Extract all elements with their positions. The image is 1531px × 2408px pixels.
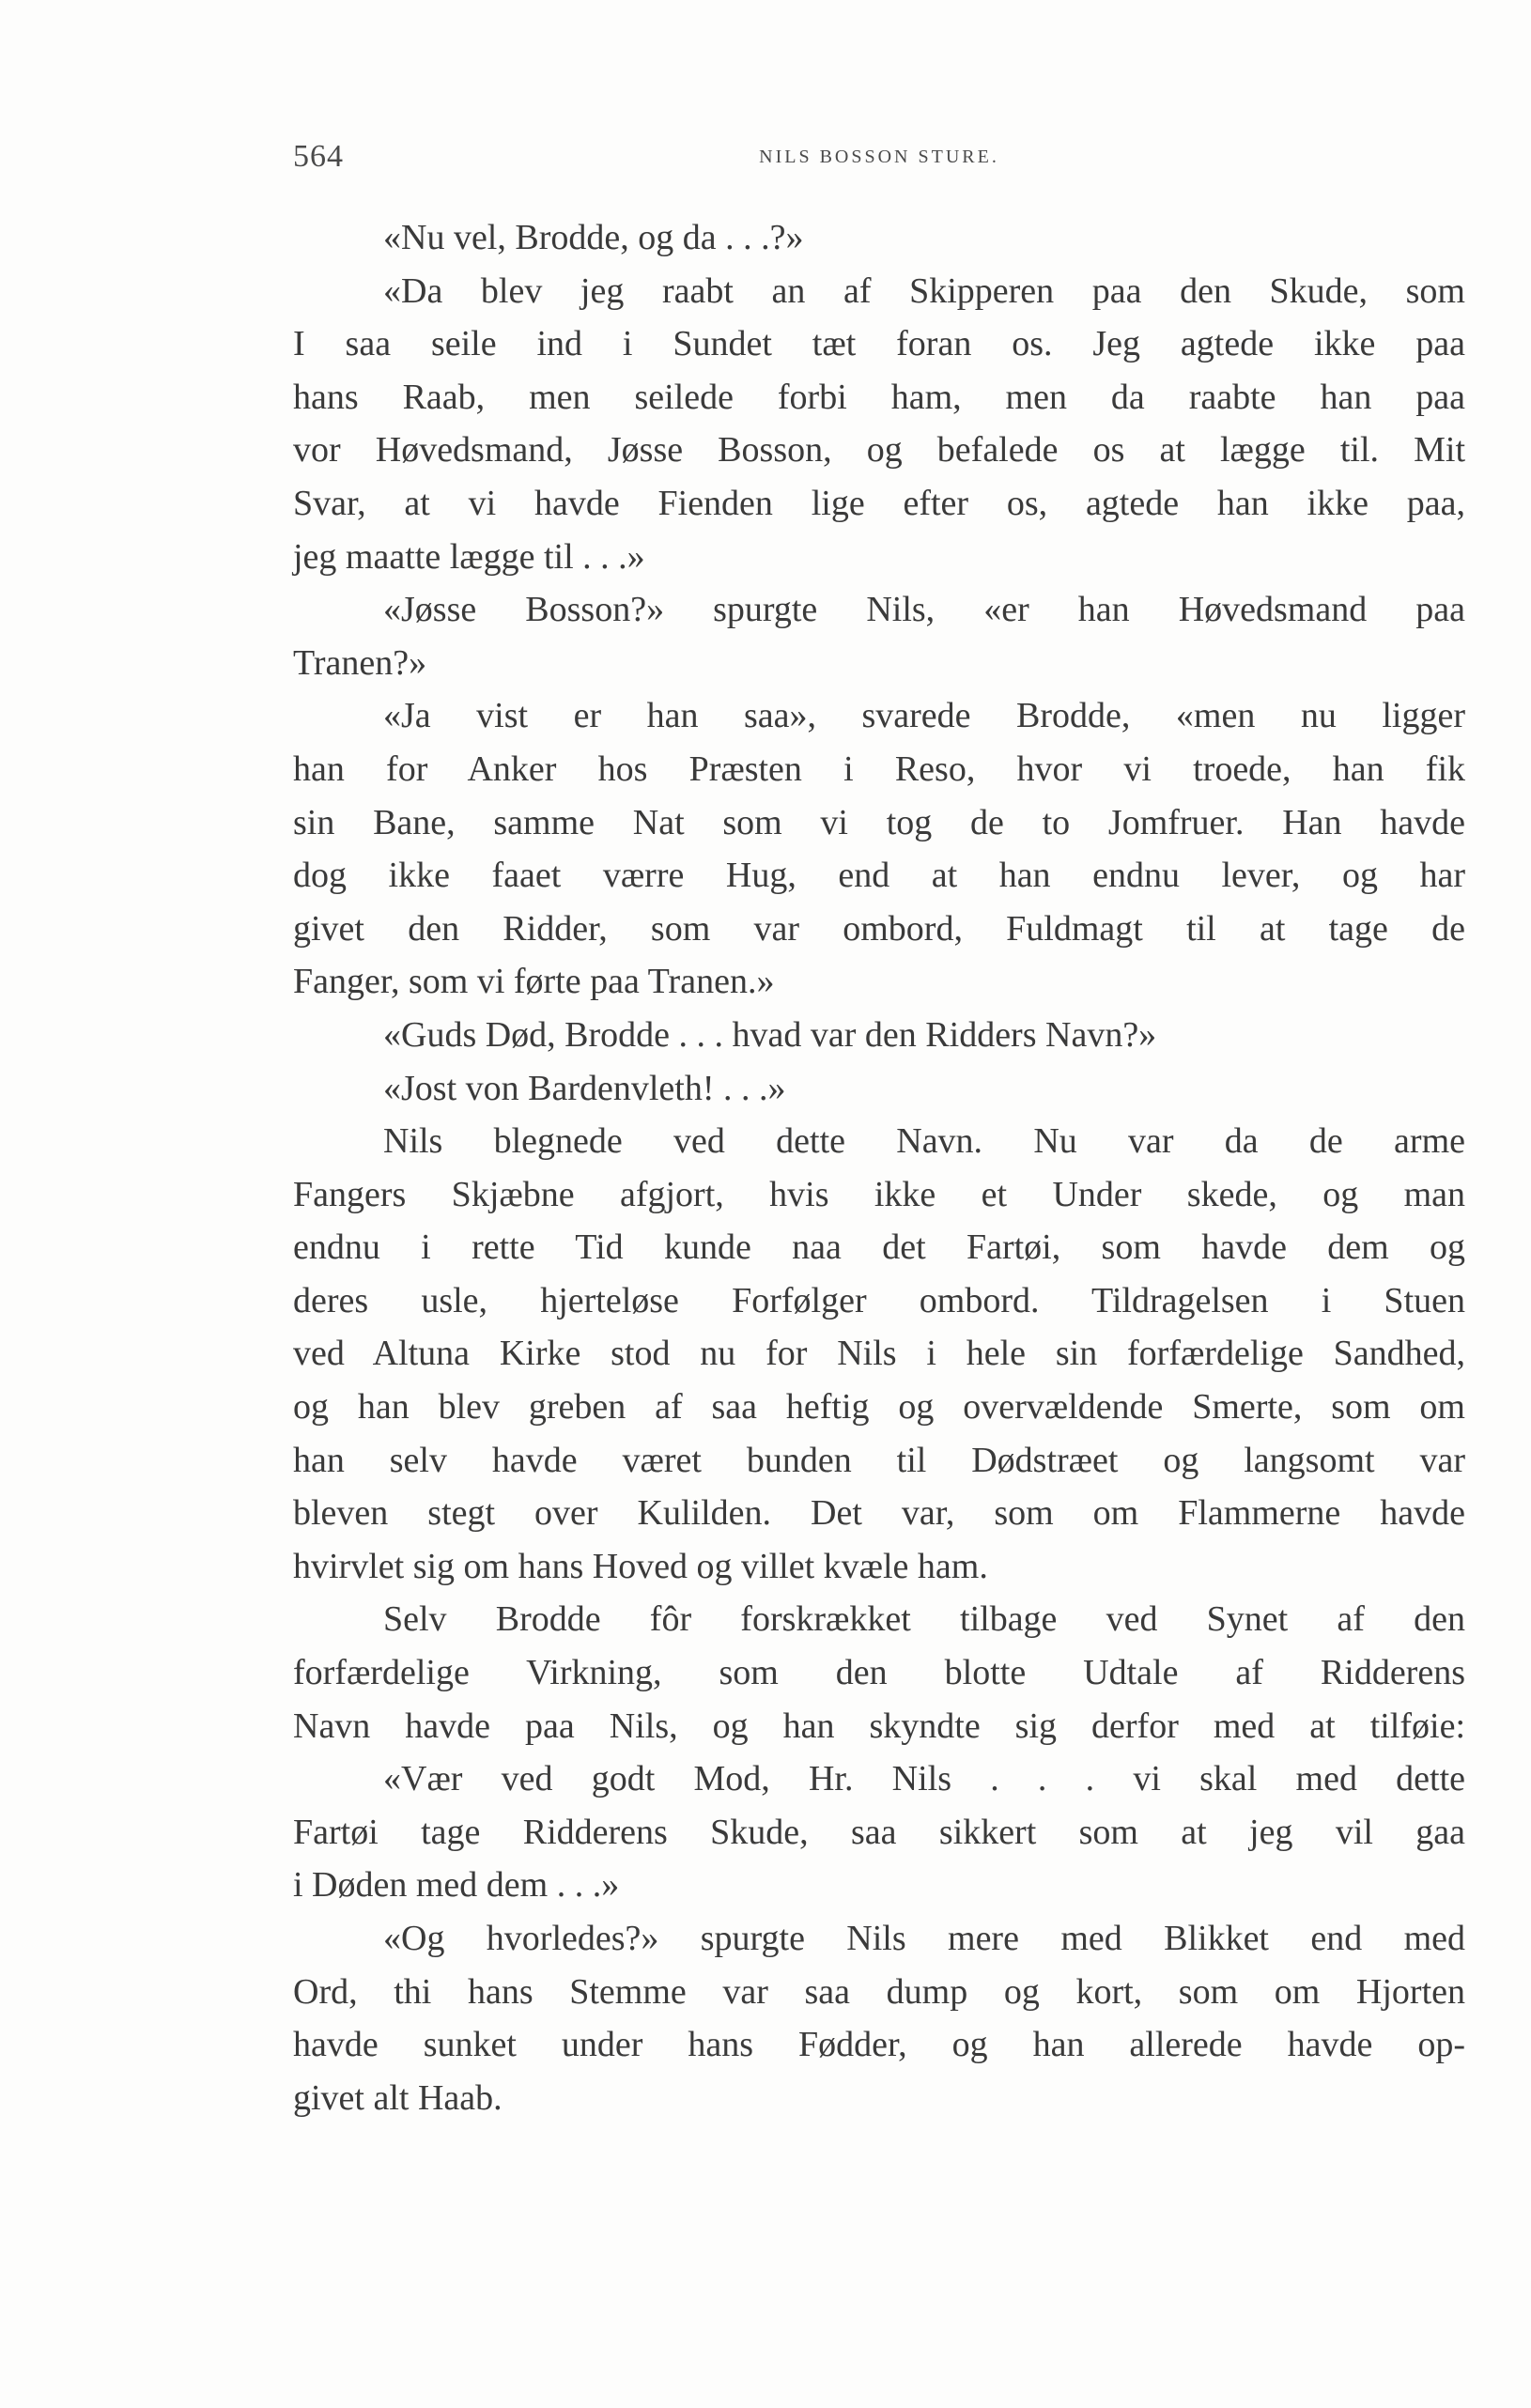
text-line: Ord, thi hans Stemme var saa dump og kort, som om Hjorten: [293, 1971, 1465, 2012]
text-line: og han blev greben af saa heftig og overvældende Smerte, som om: [293, 1387, 1465, 1428]
text-line: Svar, at vi havde Fienden lige efter os, agtede han ikke paa,: [293, 483, 1465, 523]
text-line: vor Høvedsmand, Jøsse Bosson, og befalede os at lægge til. Mit: [293, 430, 1465, 471]
text-line: bleven stegt over Kulilden. Det var, som om Flammerne havde: [293, 1493, 1465, 1534]
text-line: ved Altuna Kirke stod nu for Nils i hele sin forfærdelige Sandhed,: [293, 1334, 1465, 1374]
text-line: «Jost von Bardenvleth! . . .»: [383, 1068, 786, 1108]
text-line: han for Anker hos Præsten i Reso, hvor vi troede, han fik: [293, 749, 1465, 789]
text-line: hans Raab, men seilede forbi ham, men da raabte han paa: [293, 377, 1465, 417]
text-line: Fanger, som vi førte paa Tranen.»: [293, 962, 775, 1002]
text-line: «Da blev jeg raabt an af Skipperen paa den Skude, som: [383, 270, 1465, 311]
text-line: Fartøi tage Ridderens Skude, saa sikkert som at jeg vil gaa: [293, 1812, 1465, 1852]
text-line: «Jøsse Bosson?» spurgte Nils, «er han Høvedsmand paa: [383, 590, 1465, 630]
text-line: «Ja vist er han saa», svarede Brodde, «men nu ligger: [383, 696, 1465, 736]
text-line: hvirvlet sig om hans Hoved og villet kvæle ham.: [293, 1546, 988, 1586]
text-line: I saa seile ind i Sundet tæt foran os. Jeg agtede ikke paa: [293, 324, 1465, 364]
running-head: [293, 139, 1465, 186]
text-line: forfærdelige Virkning, som den blotte Udtale af Ridderens: [293, 1653, 1465, 1693]
text-line: «Vær ved godt Mod, Hr. Nils . . . vi skal med dette: [383, 1759, 1465, 1799]
text-line: givet den Ridder, som var ombord, Fuldmagt til at tage de: [293, 908, 1465, 949]
text-line: Selv Brodde fôr forskrækket tilbage ved Synet af den: [383, 1599, 1465, 1640]
text-line: jeg maatte lægge til . . .»: [293, 536, 645, 577]
text-line: Fangers Skjæbne afgjort, hvis ikke et Under skede, og man: [293, 1174, 1465, 1214]
text-line: Tranen?»: [293, 642, 427, 683]
body-text: [293, 211, 1465, 2124]
text-line: dog ikke faaet værre Hug, end at han endnu lever, og har: [293, 856, 1465, 896]
text-line: havde sunket under hans Fødder, og han allerede havde op-: [293, 2025, 1465, 2065]
text-line: «Guds Død, Brodde . . . hvad var den Ridders Navn?»: [383, 1014, 1157, 1055]
text-line: Navn havde paa Nils, og han skyndte sig derfor med at tilføie:: [293, 1706, 1465, 1746]
text-line: deres usle, hjerteløse Forfølger ombord. Tildragelsen i Stuen: [293, 1280, 1465, 1320]
text-line: Nils blegnede ved dette Navn. Nu var da de arme: [383, 1121, 1465, 1162]
text-line: sin Bane, samme Nat som vi tog de to Jomfruer. Han havde: [293, 802, 1465, 842]
page-number: 564: [293, 139, 344, 174]
text-line: givet alt Haab.: [293, 2077, 503, 2118]
text-line: han selv havde været bunden til Dødstræet og langsomt var: [293, 1440, 1465, 1480]
text-line: «Og hvorledes?» spurgte Nils mere med Blikket end med: [383, 1919, 1465, 1958]
text-line: endnu i rette Tid kunde naa det Fartøi, som havde dem og: [293, 1227, 1465, 1268]
running-title: NILS BOSSON STURE.: [759, 147, 999, 167]
text-line: «Nu vel, Brodde, og da . . .?»: [383, 218, 804, 257]
text-line: i Døden med dem . . .»: [293, 1865, 620, 1906]
